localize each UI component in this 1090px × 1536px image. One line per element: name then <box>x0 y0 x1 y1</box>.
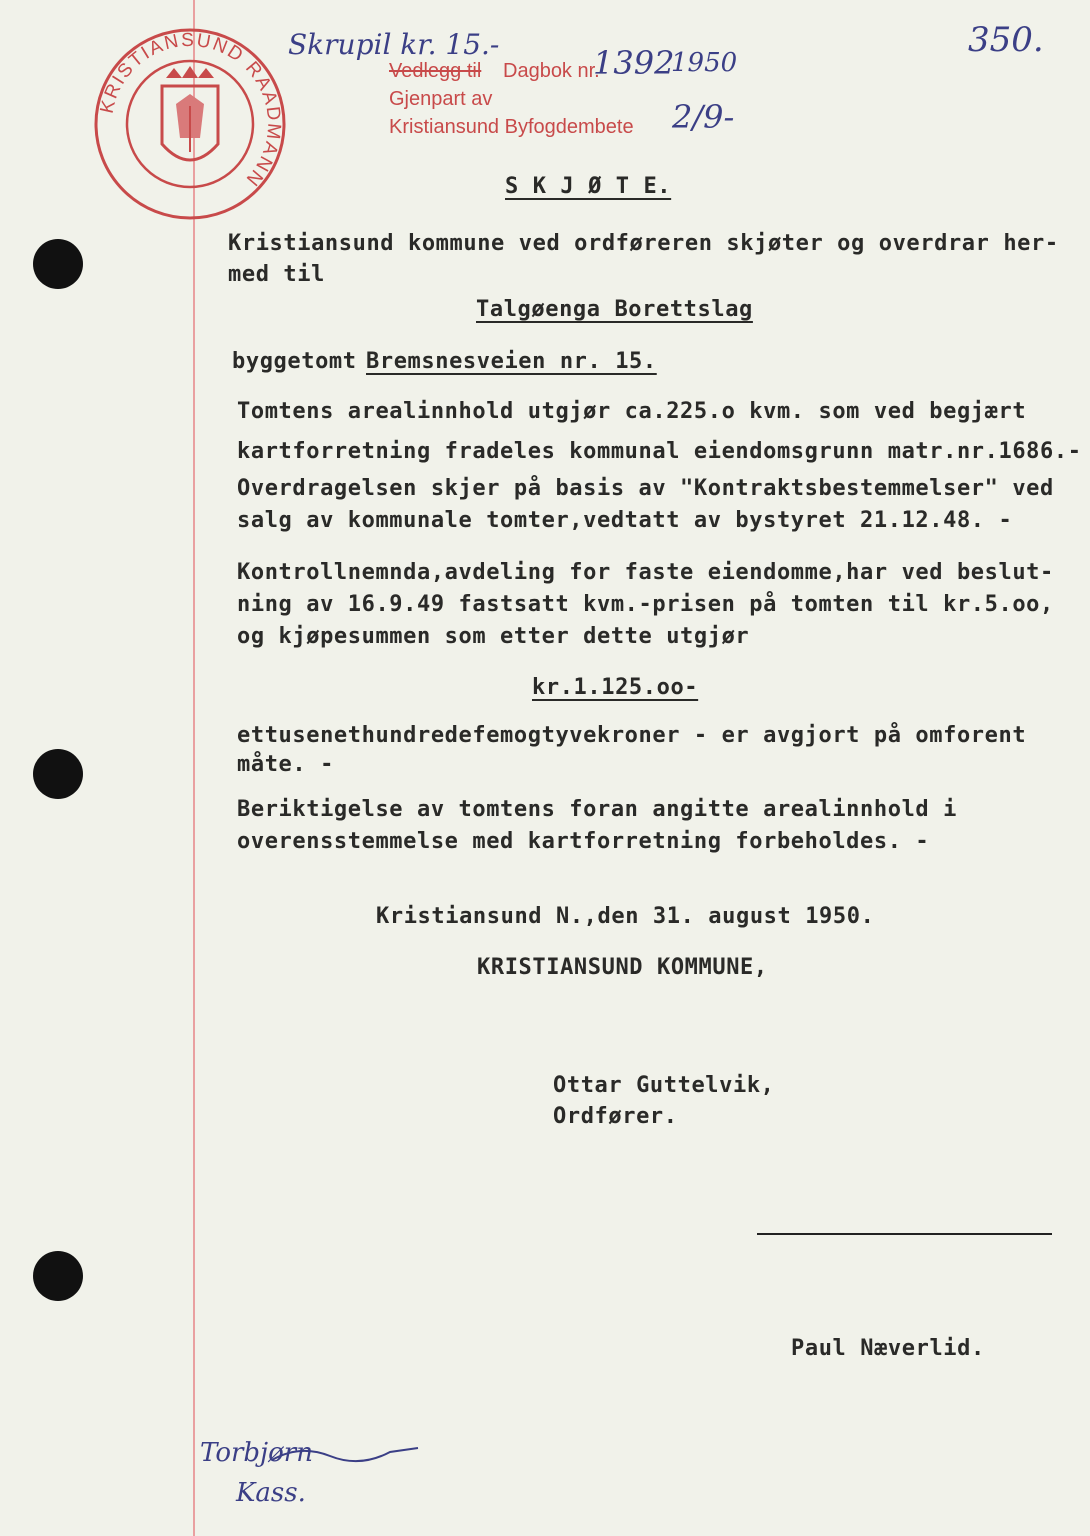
dagbok-number: 1392 <box>593 44 675 82</box>
page-number: 350. <box>968 20 1044 60</box>
office-label: Kristiansund Byfogdembete <box>389 116 634 138</box>
body-line: Kontrollnemnda,avdeling for faste eiendomme,har ved beslut- <box>237 560 1054 585</box>
intro-line: Kristiansund kommune ved ordføreren skjøter og overdrar her- <box>228 231 1059 256</box>
lot-prefix: byggetomt <box>232 349 357 374</box>
red-margin-line <box>193 0 195 1536</box>
gjenpart-label: Gjenpart av <box>389 88 493 110</box>
body-line: og kjøpesummen som etter dette utgjør <box>237 624 750 649</box>
body-line: ettusenethundredefemogtyvekroner - er avgjort på omforent <box>237 723 1027 748</box>
signature-flourish <box>270 1440 420 1470</box>
struck-vedlegg-label: Vedlegg til <box>389 60 482 82</box>
place-and-date: Kristiansund N.,den 31. august 1950. <box>376 904 875 929</box>
body-line: Beriktigelse av tomtens foran angitte arealinnhold i <box>237 797 957 822</box>
purchase-amount: kr.1.125.oo- <box>532 675 699 700</box>
signer-title: Ordfører. <box>553 1104 678 1129</box>
body-line: kartforretning fradeles kommunal eiendomsgrunn matr.nr.1686.- <box>237 439 1082 464</box>
punch-hole <box>33 1251 83 1301</box>
recipient-name: Talgøenga Borettslag <box>476 297 753 322</box>
lot-address: Bremsnesveien nr. 15. <box>366 349 657 374</box>
witness-name: Paul Næverlid. <box>791 1336 985 1361</box>
raadmann-stamp <box>92 26 288 222</box>
stamp-text: KRISTIANSUND RAADMANN <box>96 29 285 191</box>
coat-of-arms-icon <box>162 66 218 160</box>
body-line: Tomtens arealinnhold utgjør ca.225.o kvm. som ved begjært <box>237 399 1027 424</box>
signature-line <box>757 1233 1052 1235</box>
signer-name: Ottar Guttelvik, <box>553 1073 775 1098</box>
date-note: 2/9- <box>672 98 735 136</box>
handwritten-case-note: Skrupil kr. 15.- <box>288 28 500 61</box>
document-title: S K J Ø T E. <box>505 174 672 199</box>
body-line: salg av kommunale tomter,vedtatt av bystyret 21.12.48. - <box>237 508 1013 533</box>
body-line: måte. - <box>237 752 334 777</box>
punch-hole <box>33 749 83 799</box>
municipality-name: KRISTIANSUND KOMMUNE, <box>477 955 768 980</box>
body-line: overensstemmelse med kartforretning forbeholdes. - <box>237 829 930 854</box>
body-line: Overdragelsen skjer på basis av "Kontraktsbestemmelser" ved <box>237 476 1054 501</box>
handwritten-note: Kass. <box>236 1478 306 1508</box>
intro-line: med til <box>228 262 325 287</box>
punch-hole <box>33 239 83 289</box>
dagbok-label: Dagbok nr. <box>503 60 600 82</box>
body-line: ning av 16.9.49 fastsatt kvm.-prisen på tomten til kr.5.oo, <box>237 592 1054 617</box>
dagbok-year: 1950 <box>671 48 738 78</box>
handwritten-signature: Torbjørn <box>200 1438 313 1468</box>
